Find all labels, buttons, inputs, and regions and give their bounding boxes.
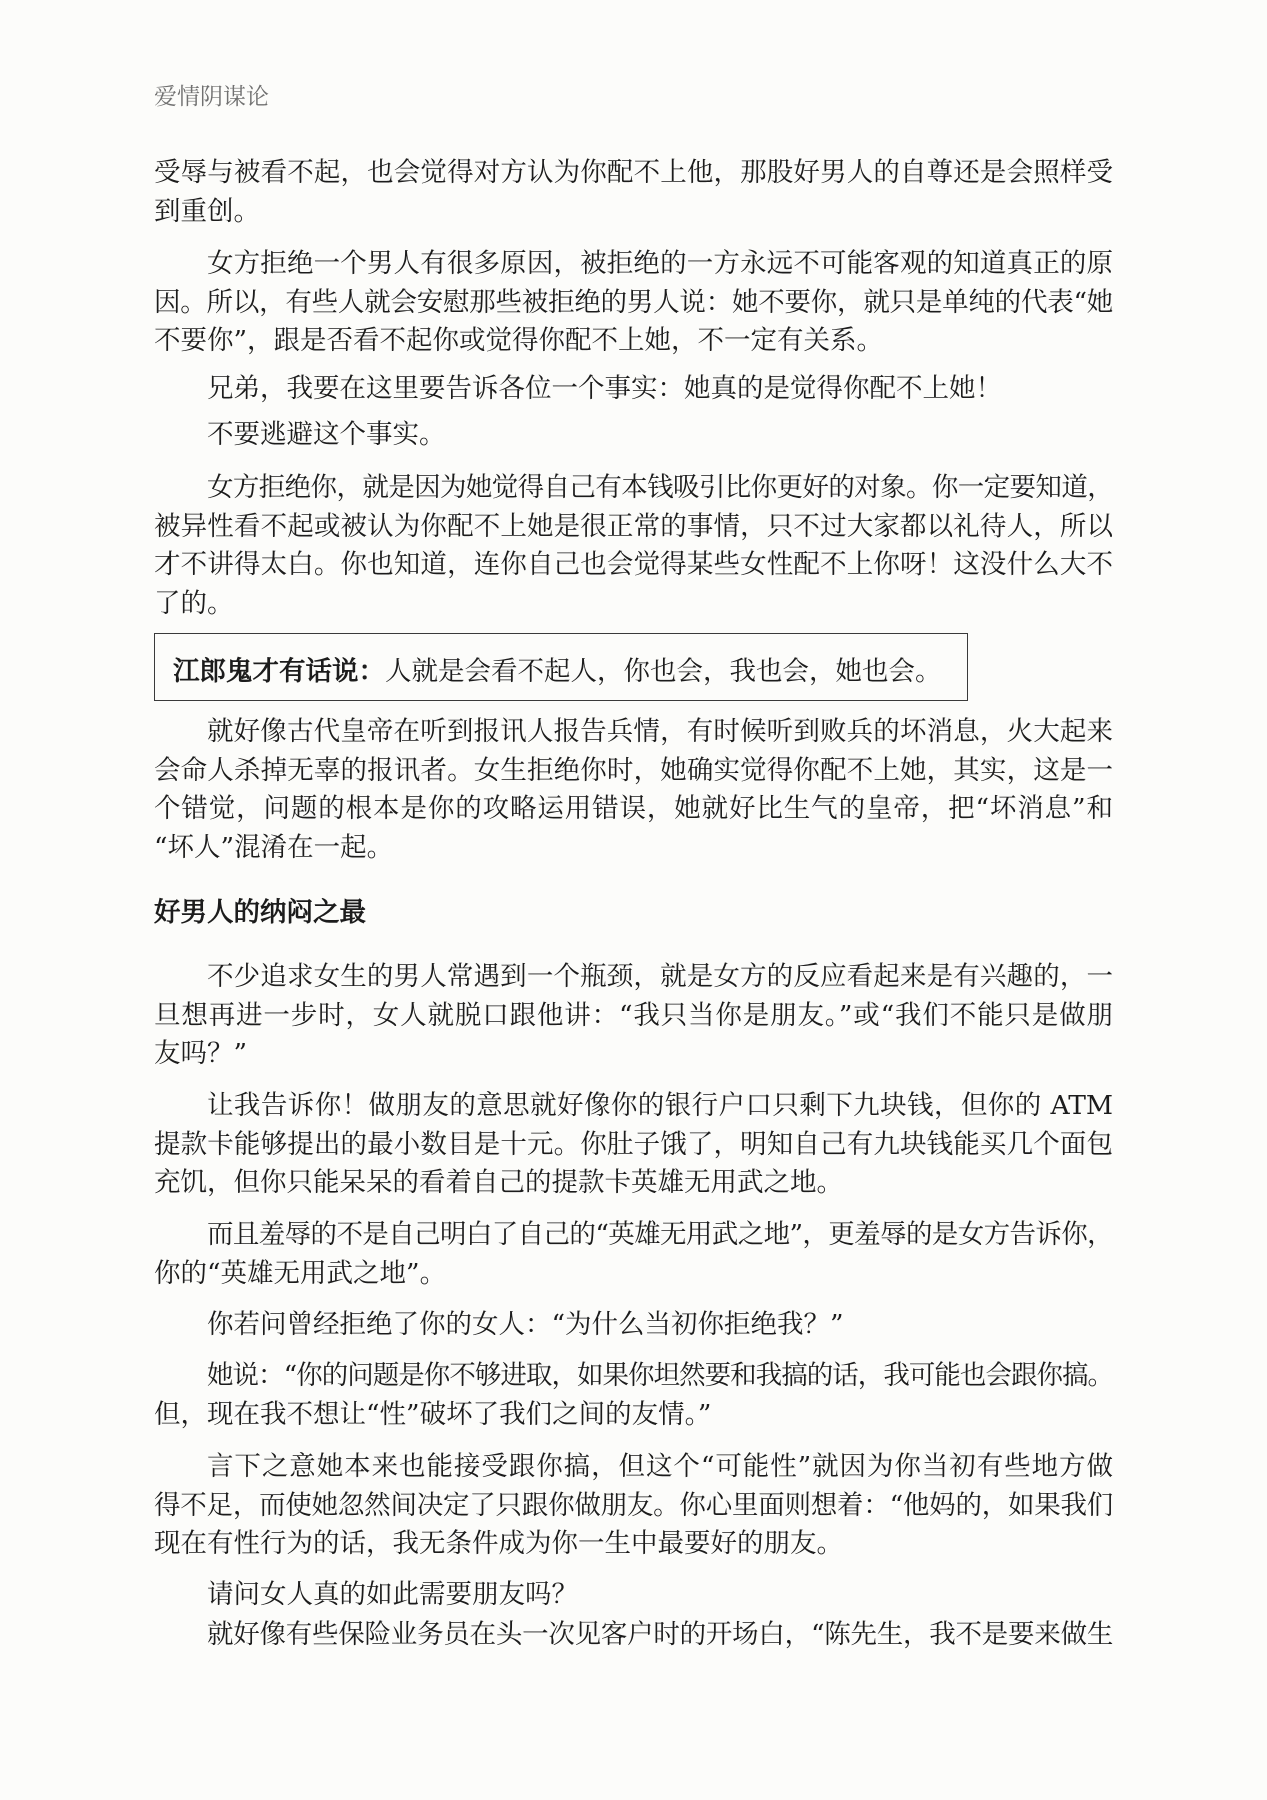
paragraph bbox=[154, 1306, 1113, 1345]
text-line: 旦想再进一步时，女人就脱口跟他讲：“我只当你是朋友。”或“我们不能只是做朋 bbox=[154, 999, 1113, 1031]
text-line: 现在有性行为的话，我无条件成为你一生中最要好的朋友。 bbox=[154, 1528, 843, 1560]
paragraph bbox=[154, 713, 1113, 868]
text-line: 让我告诉你！做朋友的意思就好像你的银行户口只剩下九块钱，但你的 ATM bbox=[207, 1090, 1113, 1121]
text-line: 请问女人真的如此需要朋友吗？ bbox=[207, 1579, 578, 1610]
callout-label: 江郎鬼才有话说： bbox=[173, 656, 385, 687]
text-line: 不少追求女生的男人常遇到一个瓶颈，就是女方的反应看起来是有兴趣的，一 bbox=[207, 961, 1113, 992]
text-line: 被异性看不起或被认为你配不上她是很正常的事情，只不过大家都以礼待人，所以 bbox=[154, 510, 1113, 542]
text-line: 女方拒绝你，就是因为她觉得自己有本钱吸引比你更好的对象。你一定要知道， bbox=[207, 472, 1113, 503]
paragraph bbox=[154, 1576, 1113, 1615]
text-line: 就好像有些保险业务员在头一次见客户时的开场白，“陈先生，我不是要来做生 bbox=[207, 1619, 1113, 1650]
text-line: 你若问曾经拒绝了你的女人：“为什么当初你拒绝我？” bbox=[207, 1309, 844, 1340]
text-line: 到重创。 bbox=[154, 195, 260, 227]
paragraph bbox=[154, 958, 1113, 1074]
text-line: 言下之意她本来也能接受跟你搞，但这个“可能性”就因为你当初有些地方做 bbox=[207, 1451, 1113, 1482]
text-line: 了的。 bbox=[154, 588, 234, 620]
text-line: 你的“英雄无用武之地”。 bbox=[154, 1257, 447, 1289]
paragraph bbox=[154, 154, 1113, 231]
paragraph bbox=[154, 469, 1113, 624]
callout-box bbox=[154, 633, 968, 701]
text-line: 因。所以，有些人就会安慰那些被拒绝的男人说：她不要你，就只是单纯的代表“她 bbox=[154, 286, 1113, 318]
text-line: 得不足，而使她忽然间决定了只跟你做朋友。你心里面则想着：“他妈的，如果我们 bbox=[154, 1489, 1113, 1521]
text-line: 不要你”，跟是否看不起你或觉得你配不上她，不一定有关系。 bbox=[154, 325, 884, 357]
text-line: 兄弟，我要在这里要告诉各位一个事实：她真的是觉得你配不上她！ bbox=[207, 373, 1002, 404]
text-line: 提款卡能够提出的最小数目是十元。你肚子饿了，明知自己有九块钱能买几个面包 bbox=[154, 1128, 1113, 1160]
text-line: 充饥，但你只能呆呆的看着自己的提款卡英雄无用武之地。 bbox=[154, 1167, 843, 1199]
text-line: 友吗？” bbox=[154, 1038, 248, 1070]
callout-text: 人就是会看不起人，你也会，我也会，她也会。 bbox=[385, 656, 942, 687]
text-line: 而且羞辱的不是自己明白了自己的“英雄无用武之地”，更羞辱的是女方告诉你， bbox=[207, 1219, 1113, 1250]
text-line: 但，现在我不想让“性”破坏了我们之间的友情。” bbox=[154, 1398, 712, 1430]
paragraph bbox=[154, 416, 1113, 455]
text-line: 才不讲得太白。你也知道，连你自己也会觉得某些女性配不上你呀！这没什么大不 bbox=[154, 549, 1113, 581]
text-line: 会命人杀掉无辜的报讯者。女生拒绝你时，她确实觉得你配不上她，其实，这是一 bbox=[154, 754, 1113, 786]
text-line: “坏人”混淆在一起。 bbox=[154, 832, 394, 864]
text-line: 她说：“你的问题是你不够进取，如果你坦然要和我搞的话，我可能也会跟你搞。 bbox=[207, 1360, 1113, 1391]
text-line: 个错觉，问题的根本是你的攻略运用错误，她就好比生气的皇帝，把“坏消息”和 bbox=[154, 793, 1113, 825]
paragraph bbox=[154, 1216, 1113, 1293]
paragraph bbox=[154, 245, 1113, 361]
text-line: 女方拒绝一个男人有很多原因，被拒绝的一方永远不可能客观的知道真正的原 bbox=[207, 248, 1113, 279]
running-title: 爱情阴谋论 bbox=[154, 84, 269, 110]
callout-line bbox=[173, 653, 942, 692]
text-line: 不要逃避这个事实。 bbox=[207, 419, 446, 450]
text-line: 受辱与被看不起，也会觉得对方认为你配不上他，那股好男人的自尊还是会照样受 bbox=[154, 157, 1113, 188]
paragraph bbox=[154, 1087, 1113, 1203]
paragraph bbox=[154, 1448, 1113, 1564]
section-heading: 好男人的纳闷之最 bbox=[154, 897, 366, 928]
paragraph bbox=[154, 1357, 1113, 1434]
text-line: 就好像古代皇帝在听到报讯人报告兵情，有时候听到败兵的坏消息，火大起来 bbox=[207, 716, 1113, 747]
paragraph bbox=[154, 1616, 1113, 1655]
paragraph bbox=[154, 370, 1113, 409]
